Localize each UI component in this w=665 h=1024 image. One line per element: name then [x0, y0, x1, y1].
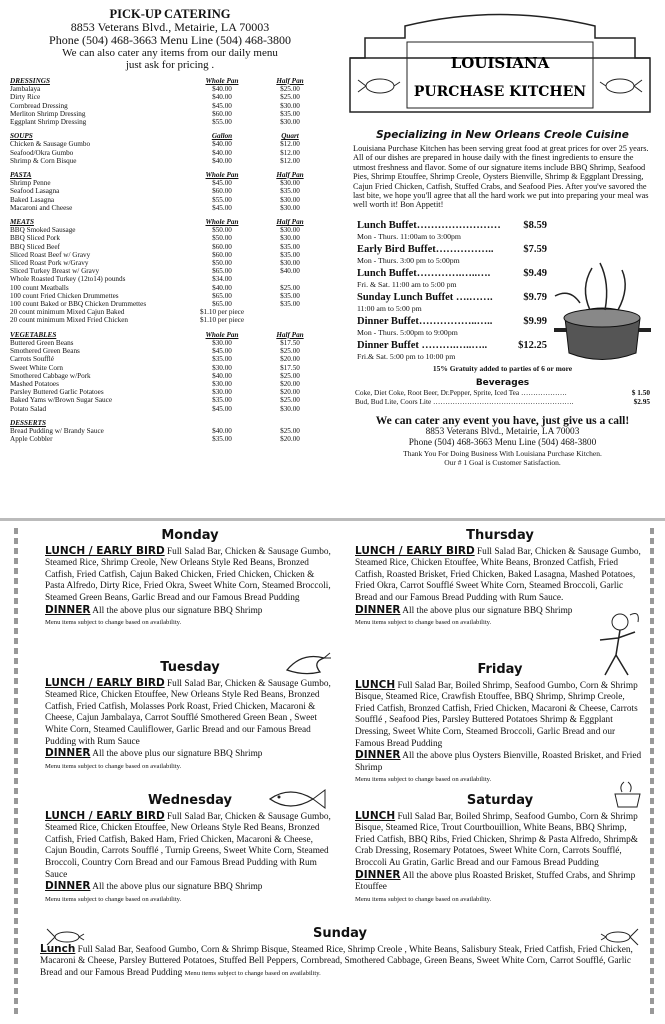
beverage-row: [355, 397, 650, 406]
menu-row: [10, 275, 330, 283]
column-header: Whole Pan: [205, 171, 239, 180]
day-monday: [45, 530, 335, 629]
dinner-items: All the above plus Oysters Bienville, Roasted Brisket, and Fried Shrimp: [355, 751, 642, 773]
menu-row: [10, 372, 330, 380]
menu-row: [10, 140, 330, 148]
buffet-item: [357, 292, 547, 313]
dinner-label: DINNER: [355, 749, 401, 762]
buffet-name: Dinner Buffet……………..…..: [357, 315, 493, 327]
buffet-hours: Mon - Thurs. 11:00am to 3:00pm: [357, 231, 461, 241]
item-price: $40.00: [212, 93, 232, 102]
item-price: $45.00: [212, 404, 232, 413]
restaurant-logo: [345, 8, 655, 118]
menu-row: [10, 339, 330, 347]
menu-row: [10, 405, 330, 413]
catering-note: just ask for pricing .: [125, 59, 215, 71]
lunch-label: LUNCH / EARLY BIRD: [45, 676, 165, 689]
section-header: [10, 419, 330, 427]
item-price: $45.00: [212, 179, 232, 188]
item-name: Cornbread Dressing: [10, 101, 68, 110]
menu-row: [10, 316, 330, 324]
day-tuesday: [45, 662, 335, 772]
buffet-item: [357, 316, 547, 337]
item-price: $30.00: [280, 118, 300, 127]
item-price: $35.00: [280, 300, 300, 309]
beverages-heading: Beverages: [475, 377, 530, 388]
column-header: [256, 419, 324, 427]
item-price: $30.00: [212, 363, 232, 372]
item-price: $55.00: [212, 118, 232, 127]
buffet-name: Dinner Buffet ……….…..…..: [357, 339, 488, 351]
day-title: Thursday: [466, 528, 534, 543]
menu-row: [10, 93, 330, 101]
column-header: Half Pan: [276, 330, 304, 339]
item-price: $65.00: [212, 267, 232, 276]
buffet-hours: Fri.& Sat. 5:00 pm to 10:00 pm: [357, 351, 456, 361]
chef-crawfish-icon: [590, 610, 645, 680]
lunch-label: LUNCH / EARLY BIRD: [45, 544, 165, 557]
item-price: $65.00: [212, 300, 232, 309]
section-header: [10, 218, 330, 226]
lunch-label: LUNCH / EARLY BIRD: [45, 809, 165, 822]
buffet-price: $7.59: [523, 243, 547, 255]
lunch-label: LUNCH: [355, 678, 396, 691]
catering-section: [10, 132, 330, 165]
menu-row: [10, 204, 330, 212]
day-title: Monday: [161, 528, 219, 543]
item-name: Sliced Roast Beef w/ Gravy: [10, 250, 91, 259]
item-price: $30.00: [280, 195, 300, 204]
item-price: $45.00: [212, 347, 232, 356]
beverage-list: [345, 388, 660, 406]
footer-phone: Phone (504) 468-3663 Menu Line (504) 468-3800: [408, 437, 597, 448]
item-price: $40.00: [212, 156, 232, 165]
catering-phone: Phone (504) 468-3663 Menu Line (504) 468-3800: [49, 33, 291, 47]
menu-row: [10, 179, 330, 187]
item-price: $30.00: [280, 101, 300, 110]
logo-line-1: LOUISIANA: [450, 54, 550, 72]
item-price: $55.00: [212, 195, 232, 204]
restaurant-panel: [345, 8, 660, 467]
item-name: Smothered Green Beans: [10, 347, 80, 356]
day-title: Sunday: [312, 926, 368, 941]
torn-edge: [650, 528, 654, 1018]
item-price: $40.00: [212, 85, 232, 94]
lunch-label: LUNCH: [355, 809, 396, 822]
torn-edge: [14, 528, 18, 1018]
item-price: $35.00: [280, 242, 300, 251]
dinner-label: DINNER: [355, 603, 401, 616]
buffet-name: Early Bird Buffet……………..: [357, 243, 494, 255]
item-price: $50.00: [212, 226, 232, 235]
item-price: $1.10 per piece: [199, 308, 245, 317]
menu-row: [10, 102, 330, 110]
column-header: Half Pan: [276, 77, 304, 85]
item-name: Merliton Shrimp Dressing: [10, 109, 86, 118]
buffet-item: [357, 340, 547, 361]
lunch-items: Full Salad Bar, Boiled Shrimp, Seafood Gumbo, Corn & Shrimp Bisque, Steamed Rice, Crawfish Etouffee, BBQ Shrimp, Shrimp Creole, Fried Catfish, Bronzed Catfish, Fried Chicken, Macaroni & Cheese, Carrots Soufflé , Seafood Pies, Parsley Buttered Potatoes Shrimp & Eggplant Dressing, Sweet White Corn, Steamed Broccoli, Garlic Bread and our Famous Bread Pudding: [355, 680, 638, 749]
availability-note: Menu items subject to change based on availability.: [355, 895, 492, 903]
item-price: $25.00: [280, 396, 300, 405]
section-title: DRESSINGS: [10, 77, 50, 85]
section-title: MEATS: [10, 218, 34, 227]
menu-row: [10, 267, 330, 275]
menu-row: [10, 157, 330, 165]
day-saturday: [355, 795, 645, 905]
thanks-line: Thank You For Doing Business With Louisiana Purchase Kitchen.: [403, 448, 602, 458]
lunch-label: LUNCH / EARLY BIRD: [355, 544, 475, 557]
buffet-price: $9.49: [523, 267, 547, 279]
item-name: Baked Yams w/Brown Sugar Sauce: [10, 396, 113, 405]
item-price: $35.00: [212, 396, 232, 405]
item-price: $35.00: [280, 187, 300, 196]
item-name: Buttered Green Beans: [10, 338, 74, 347]
catering-sections: [10, 77, 330, 443]
item-name: Seafood Lasagna: [10, 187, 60, 196]
column-header: Whole Pan: [205, 330, 239, 339]
buffet-hours: Mon - Thurs. 3:00 pm to 5:00pm: [357, 255, 460, 265]
item-name: Chicken & Sausage Gumbo: [10, 140, 91, 149]
menu-row: [10, 427, 330, 435]
item-price: [256, 275, 324, 283]
buffet-name: Sunday Lunch Buffet ….…….: [357, 291, 493, 303]
item-price: $1.10 per piece: [199, 316, 245, 325]
item-price: $12.00: [280, 140, 300, 149]
buffet-name: Lunch Buffet………….…..….: [357, 267, 491, 279]
lunch-label: Lunch: [40, 942, 76, 955]
availability-note: Menu items subject to change based on availability.: [45, 895, 182, 903]
availability-note: Menu items subject to change based on availability.: [355, 619, 492, 627]
item-name: Macaroni and Cheese: [10, 203, 73, 212]
item-name: Mashed Potatoes: [10, 379, 59, 388]
dinner-items: All the above plus Roasted Brisket, Stuffed Crabs, and Shrimp Etouffee: [355, 870, 636, 893]
beverage-price: $2.95: [633, 396, 650, 406]
availability-note: Menu items subject to change based on availability.: [184, 969, 321, 977]
item-name: Smothered Cabbage w/Pork: [10, 371, 91, 380]
item-price: $35.00: [212, 435, 232, 444]
lunch-items: Full Salad Bar, Chicken & Sausage Gumbo, Steamed Rice, Chicken Etouffee, White Beans, Bronzed Catfish, Fried Catfish, Roasted Brisket, Fried Chicken, Baked Lasagna, Mashed Potatoes, Fried Okra, Carrot Soufflé Sweet White Corn, Steamed Broccoli, Garlic Bread and our Famous Bread Pudding with Rum Sauce.: [355, 546, 641, 603]
dinner-items: All the above plus our signature BBQ Shrimp: [90, 882, 263, 893]
item-price: $30.00: [280, 404, 300, 413]
item-price: $25.00: [280, 426, 300, 435]
catering-title: PICK-UP CATERING: [109, 7, 231, 21]
menu-row: [10, 388, 330, 396]
cater-callout: We can cater any event you have, just give us a call!: [375, 414, 630, 427]
menu-row: [10, 396, 330, 404]
item-price: $60.00: [212, 250, 232, 259]
dinner-items: All the above plus our signature BBQ Shrimp: [90, 749, 263, 760]
item-name: BBQ Sliced Beef: [10, 242, 60, 251]
menu-row: [10, 234, 330, 242]
item-price: $25.00: [280, 93, 300, 102]
item-price: $30.00: [280, 203, 300, 212]
item-name: 20 count minimum Mixed Fried Chicken: [10, 316, 128, 325]
section-divider: [0, 518, 665, 521]
item-name: Bread Pudding w/ Brandy Sauce: [10, 426, 104, 435]
item-price: $25.00: [280, 371, 300, 380]
buffet-price: $12.25: [518, 339, 547, 351]
item-name: Sweet White Corn: [10, 363, 63, 372]
item-price: $30.00: [212, 388, 232, 397]
item-price: $35.00: [280, 250, 300, 259]
beverage-price: $ 1.50: [631, 387, 650, 397]
section-header: [10, 77, 330, 85]
item-name: Whole Roasted Turkey (12to14) pounds: [10, 275, 126, 284]
item-name: Potato Salad: [10, 404, 47, 413]
item-name: Sliced Turkey Breast w/ Gravy: [10, 267, 100, 276]
item-price: $40.00: [212, 426, 232, 435]
item-price: $60.00: [212, 187, 232, 196]
menu-row: [10, 110, 330, 118]
item-price: $35.00: [212, 355, 232, 364]
item-name: BBQ Smoked Sausage: [10, 226, 76, 235]
lunch-items: Full Salad Bar, Boiled Shrimp, Seafood Gumbo, Corn & Shrimp Bisque, Steamed Rice, Trout Courtbouillion, White Beans, BBQ Shrimp, Fried Catfish, BBQ Ribs, Fried Chicken, Shrimp & Pasta Alfredo, Shrimp& Crab Dressing, Rosemary Potatoes, Sweet White Corn, Carrots Soufflé, Broccoli Au Gratin, Garlic Bread and our Famous Bread Pudding: [355, 811, 639, 868]
item-price: $20.00: [280, 379, 300, 388]
gumbo-pot-icon: [550, 258, 655, 368]
item-price: $50.00: [212, 234, 232, 243]
section-header: [10, 331, 330, 339]
buffet-name: Lunch Buffet……………………: [357, 219, 501, 231]
item-price: $17.50: [280, 363, 300, 372]
menu-row: [10, 284, 330, 292]
crawfish-icon: [45, 925, 85, 949]
item-name: 100 count Fried Chicken Drummettes: [10, 291, 119, 300]
buffet-hours: Mon - Thurs. 5:00pm to 9:00pm: [357, 327, 458, 337]
item-name: Carrots Soufflé: [10, 355, 54, 364]
catering-section: [10, 419, 330, 444]
buffet-item: [357, 268, 547, 289]
column-header: Whole Pan: [205, 218, 239, 227]
catering-section: [10, 331, 330, 413]
crawfish-icon: [600, 925, 640, 949]
menu-row: [10, 149, 330, 157]
item-price: $30.00: [212, 379, 232, 388]
item-name: Sliced Roast Pork w/Gravy: [10, 259, 89, 268]
day-title: Friday: [477, 662, 523, 677]
item-name: Jambalaya: [10, 85, 41, 94]
item-price: $12.00: [280, 156, 300, 165]
dinner-label: DINNER: [355, 868, 401, 881]
buffet-hours: Fri. & Sat. 11:00 am to 5:00 pm: [357, 279, 457, 289]
menu-row: [10, 380, 330, 388]
pot-icon: [610, 780, 645, 810]
item-price: $60.00: [212, 109, 232, 118]
lunch-items: Full Salad Bar, Seafood Gumbo, Corn & Shrimp Bisque, Steamed Rice, Shrimp Creole , White Beans, Salisbury Steak, Fried Catfish, Fried Chicken, Macaroni & Cheese, Parsley Buttered Potatoes, Stuffed Bell Peppers, Cornbread, Smothered Cabbage, Green Beans, Sweet White Corn, Carrot Soufflé, Garlic Bread and our Famous Bread Pudding: [40, 944, 633, 978]
menu-row: [10, 226, 330, 234]
menu-row: [10, 300, 330, 308]
item-price: [256, 308, 324, 316]
section-header: [10, 132, 330, 140]
item-name: 20 count minimum Mixed Cajun Baked: [10, 308, 125, 317]
item-price: $30.00: [280, 226, 300, 235]
item-name: Parsley Buttered Garlic Potatoes: [10, 388, 104, 397]
section-title: VEGETABLES: [10, 330, 57, 339]
buffet-price: $8.59: [523, 219, 547, 231]
buffet-price: $9.99: [523, 315, 547, 327]
fish-icon: [265, 785, 327, 813]
lunch-items: Full Salad Bar, Chicken & Sausage Gumbo, Steamed Rice, Shrimp Creole, New Orleans Style Red Beans, Bronzed Catfish, Fried Catfish, Cajun Baked Chicken, Fried Chicken, Chicken & Pasta Alfredo, Dirty Rice, Fried Okra, Sweet White Corn, Steamed Broccoli, Steamed Green Beans, Garlic Bread and our Famous Bread Pudding: [45, 546, 331, 603]
item-name: 100 count Meatballs: [10, 283, 69, 292]
item-name: Shrimp & Corn Bisque: [10, 156, 77, 165]
catering-header: [10, 8, 330, 71]
buffet-item: [357, 244, 547, 265]
menu-row: [10, 347, 330, 355]
availability-note: Menu items subject to change based on availability.: [45, 762, 182, 770]
item-name: Dirty Rice: [10, 93, 41, 102]
crawfish-icon: [358, 79, 400, 93]
item-price: $45.00: [212, 101, 232, 110]
item-price: $40.00: [212, 283, 232, 292]
item-name: Baked Lasagna: [10, 195, 55, 204]
item-price: $50.00: [212, 259, 232, 268]
menu-row: [10, 355, 330, 363]
item-price: $40.00: [212, 371, 232, 380]
section-title: SOUPS: [10, 132, 33, 141]
column-header: Half Pan: [276, 171, 304, 180]
dinner-items: All the above plus our signature BBQ Shrimp: [90, 605, 263, 616]
item-name: Seafood/Okra Gumbo: [10, 148, 74, 157]
column-header: Gallon: [211, 132, 233, 141]
catering-address: 8853 Veterans Blvd., Metairie, LA 70003: [70, 20, 270, 34]
beverage-name: Coke, Diet Coke, Root Beer, Dr.Pepper, Sprite, Iced Tea ……………….: [355, 387, 567, 397]
day-title: Tuesday: [160, 660, 220, 675]
item-price: $40.00: [212, 148, 232, 157]
item-price: $12.00: [280, 148, 300, 157]
menu-row: [10, 259, 330, 267]
item-name: Apple Cobbler: [10, 435, 53, 444]
item-price: $34.00: [212, 275, 232, 284]
item-price: $35.00: [280, 109, 300, 118]
item-name: Eggplant Shrimp Dressing: [10, 118, 87, 127]
item-price: $25.00: [280, 85, 300, 94]
item-price: $40.00: [280, 267, 300, 276]
item-price: $25.00: [280, 283, 300, 292]
item-price: $20.00: [280, 388, 300, 397]
day-title: Wednesday: [148, 793, 232, 808]
dinner-label: DINNER: [45, 747, 91, 760]
section-title: PASTA: [10, 171, 32, 180]
lunch-items: Full Salad Bar, Chicken & Sausage Gumbo, Steamed Rice, Chicken Etouffee, New Orleans Style Red Beans, Bronzed Catfish, Fried Catfish, Baked Ham, Fried Chicken, Macaroni & Cheese, Cajun Boudin, Carrots Soufflé , Turnip Greens, Sweet White Corn, Steamed Broccoli, Country Corn Bread and our Famous Bread Pudding with Rum Sauce: [45, 811, 331, 880]
buffet-list: [357, 220, 547, 361]
menu-row: [10, 292, 330, 300]
item-price: $60.00: [212, 242, 232, 251]
menu-row: [10, 364, 330, 372]
menu-row: [10, 243, 330, 251]
item-price: $30.00: [280, 259, 300, 268]
item-price: $20.00: [280, 355, 300, 364]
section-title: DESSERTS: [10, 418, 46, 427]
menu-row: [10, 196, 330, 204]
section-header: [10, 171, 330, 179]
catering-section: [10, 171, 330, 212]
availability-note: Menu items subject to change based on availability.: [45, 619, 182, 627]
dinner-label: DINNER: [45, 880, 91, 893]
catering-panel: [10, 8, 330, 443]
dinner-items: All the above plus our signature BBQ Shrimp: [400, 605, 573, 616]
item-name: BBQ Sliced Pork: [10, 234, 60, 243]
availability-note: Menu items subject to change based on availability.: [355, 776, 492, 784]
menu-row: [10, 308, 330, 316]
specializing-heading: Specializing in New Orleans Creole Cuisine: [376, 129, 629, 141]
logo-line-2: PURCHASE KITCHEN: [413, 84, 587, 100]
item-price: $30.00: [280, 179, 300, 188]
lunch-items: Full Salad Bar, Chicken & Sausage Gumbo, Steamed Rice, Chicken Etouffee, New Orleans Style Red Beans, Bronzed Catfish, Fried Catfish, Molasses Pork Roast, Fried Chicken, Macaroni & Cheese, Cajun Jambalaya, Carrot Soufflé Smothered Green Bean , Sweet White Corn, Steamed Cauliflower, Garlic Bread and our Famous Bread Pudding with Rum Sauce: [45, 678, 331, 747]
column-header: Whole Pan: [205, 77, 239, 85]
item-price: $65.00: [212, 291, 232, 300]
item-price: $30.00: [280, 234, 300, 243]
column-header: Half Pan: [276, 218, 304, 227]
buffet-price: $9.79: [523, 291, 547, 303]
day-sunday: [40, 928, 640, 979]
catering-note: We can also cater any items from our daily menu: [62, 47, 278, 59]
column-header: Quart: [281, 132, 299, 141]
item-price: $25.00: [280, 347, 300, 356]
thanks-line: Our # 1 Goal is Customer Satisfaction.: [444, 457, 561, 467]
menu-row: [10, 251, 330, 259]
day-title: Saturday: [466, 793, 534, 808]
item-name: 100 count Baked or BBQ Chicken Drummettes: [10, 300, 147, 309]
menu-row: [10, 85, 330, 93]
item-price: $40.00: [212, 140, 232, 149]
item-price: $45.00: [212, 203, 232, 212]
buffet-item: [357, 220, 547, 241]
catering-section: [10, 218, 330, 325]
menu-row: [10, 118, 330, 126]
footer-address: 8853 Veterans Blvd., Metairie, LA 70003: [425, 426, 580, 437]
menu-row: [10, 187, 330, 195]
item-price: [256, 316, 324, 324]
item-price: $30.00: [212, 338, 232, 347]
item-name: Shrimp Penne: [10, 179, 51, 188]
menu-row: [10, 435, 330, 443]
buffet-hours: 11:00 am to 5:00 pm: [357, 303, 422, 313]
catering-section: [10, 77, 330, 126]
shrimp-icon: [282, 650, 332, 678]
beverage-name: Bud, Bud Lite, Coors Lite ………………………………………………….: [355, 396, 574, 406]
intro-paragraph: Louisiana Purchase Kitchen has been serving great food at great prices for over 25 years. All of our dishes are prepared in house daily with the finest ingredients to ensure the utmost freshness and flavor. Some of our signature items include BBQ Shrimp, Seafood Pies, Shrimp Etouffee, Shrimp Creole, Oysters Bienville, Shrimp & Eggplant Dressing, Cajun Fried Chicken, Catfish, Stuffed Crabs, and Seafood Pies. After you've savored the last bite, we hope you'll agree that all the hard work we put into preparing your meal was well worth it! Bon Appetit!: [353, 144, 649, 210]
gratuity-note: 15% Gratuity added to parties of 6 or more: [432, 363, 573, 373]
day-friday: [355, 664, 645, 786]
beverage-row: [355, 388, 650, 397]
dinner-label: DINNER: [45, 603, 91, 616]
item-price: $35.00: [280, 291, 300, 300]
item-price: $20.00: [280, 435, 300, 444]
column-header: [188, 419, 256, 427]
item-price: $17.50: [280, 338, 300, 347]
crawfish-icon: [600, 79, 642, 93]
